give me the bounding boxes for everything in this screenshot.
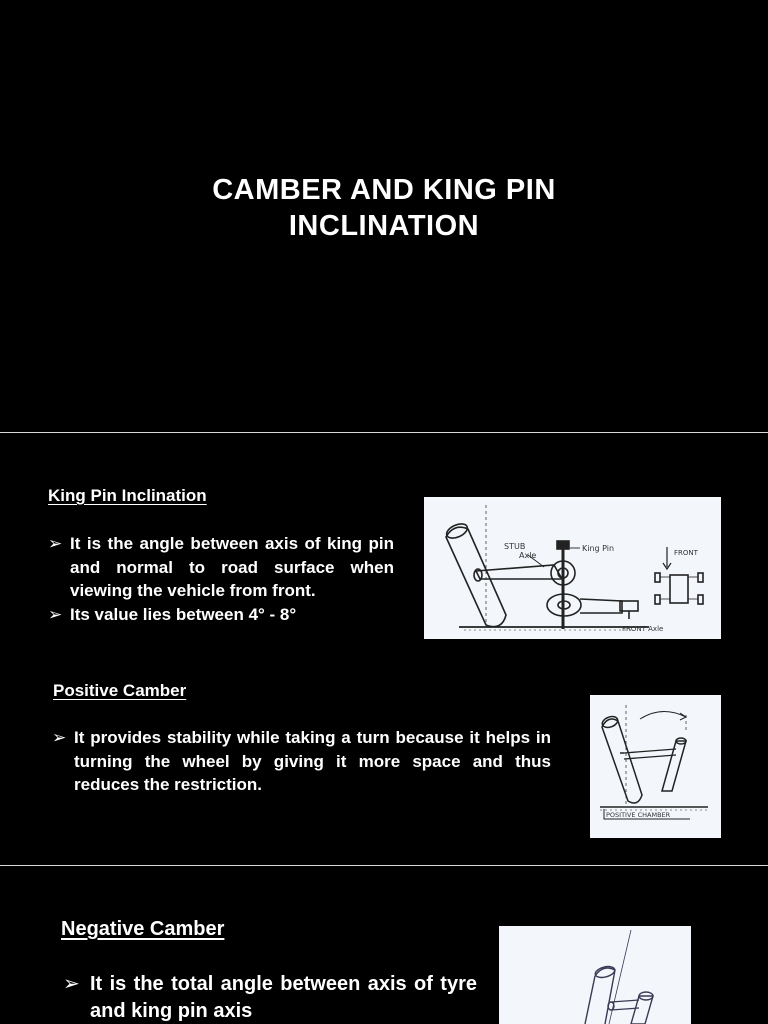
king-pin-bullet-list (48, 532, 394, 626)
slide-divider (0, 865, 768, 866)
front-axle-label: FRONT Axle (622, 625, 664, 633)
negative-camber-sketch (499, 926, 691, 1024)
negative-camber-bullet-list (63, 971, 477, 1024)
bullet-text: It is the total angle between axis of tyre and king pin axis (90, 973, 477, 1022)
bullet-text: It provides stability while taking a turn because it helps in turning the wheel by giving it more space and thus reduces the restriction. (74, 728, 551, 794)
list-item (52, 726, 551, 797)
title-slide (0, 0, 768, 432)
slide-title-line-2: INCLINATION (288, 210, 480, 242)
arrow-bullet-icon: ➢ (48, 604, 63, 624)
list-item (63, 971, 477, 1024)
king-pin-label: King Pin (582, 544, 615, 553)
king-pin-sketch (424, 497, 721, 639)
bullet-text: It is the angle between axis of king pin and normal to road surface when viewing the vehicle from front. (70, 534, 394, 600)
slide-divider (0, 432, 768, 433)
list-item (48, 603, 394, 627)
slide-title (0, 172, 768, 244)
stub-axle-label-2: Axle (519, 551, 537, 560)
list-item (48, 532, 394, 603)
king-pin-heading: King Pin Inclination (48, 486, 207, 505)
bullet-text: Its value lies between 4° - 8° (70, 604, 297, 624)
positive-camber-sketch (590, 695, 721, 838)
positive-camber-figure-label: POSITIVE CHAMBER (606, 811, 671, 819)
negative-camber-heading: Negative Camber (61, 918, 225, 940)
positive-camber-heading: Positive Camber (53, 681, 187, 700)
arrow-bullet-icon: ➢ (48, 534, 63, 553)
arrow-bullet-icon: ➢ (63, 973, 80, 995)
stub-axle-label: STUB (504, 542, 526, 551)
king-pin-slide (0, 434, 768, 865)
positive-camber-bullet-list (52, 726, 551, 797)
negative-camber-slide (0, 867, 768, 1024)
front-label: FRONT (674, 549, 698, 557)
arrow-bullet-icon: ➢ (52, 728, 67, 747)
slide-title-line-1: CAMBER AND KING PIN (212, 174, 556, 206)
